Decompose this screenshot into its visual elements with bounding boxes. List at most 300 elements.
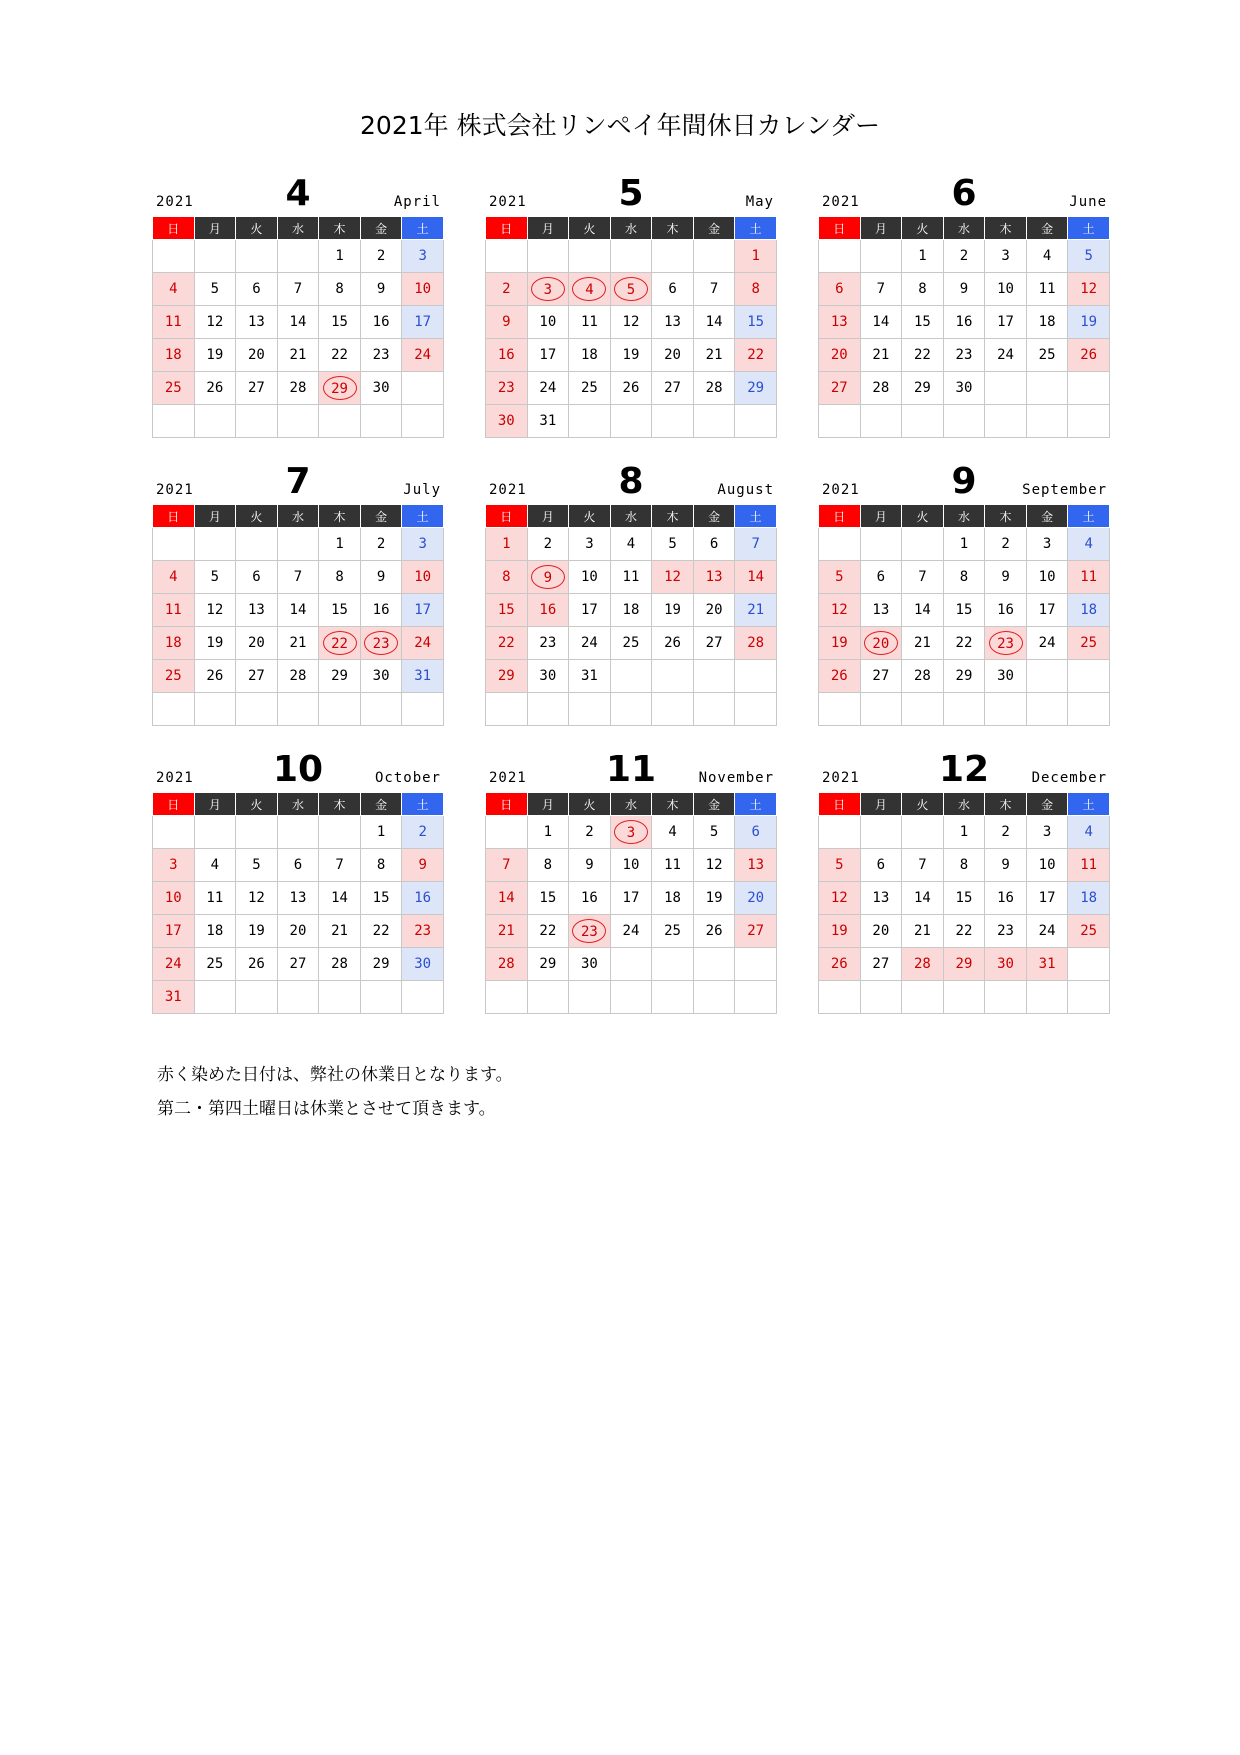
day-cell: 9 bbox=[985, 561, 1027, 594]
day-cell: 22 bbox=[486, 627, 528, 660]
day-cell: 10 bbox=[402, 273, 444, 306]
circled-day-marker: 23 bbox=[364, 631, 398, 655]
empty-cell bbox=[236, 405, 278, 438]
month-number: 4 bbox=[285, 173, 311, 214]
day-cell: 13 bbox=[652, 306, 694, 339]
weekday-header: 水 bbox=[943, 217, 985, 240]
day-cell bbox=[610, 273, 652, 306]
empty-cell bbox=[236, 981, 278, 1014]
empty-cell bbox=[943, 405, 985, 438]
day-cell: 2 bbox=[486, 273, 528, 306]
empty-cell bbox=[402, 372, 444, 405]
weekday-header: 土 bbox=[735, 505, 777, 528]
week-row bbox=[819, 948, 1110, 981]
empty-cell bbox=[569, 405, 611, 438]
day-cell: 23 bbox=[985, 915, 1027, 948]
day-cell: 24 bbox=[402, 627, 444, 660]
empty-cell bbox=[902, 405, 944, 438]
empty-cell bbox=[153, 528, 195, 561]
day-cell: 15 bbox=[943, 882, 985, 915]
day-cell: 31 bbox=[1026, 948, 1068, 981]
day-cell: 18 bbox=[1068, 882, 1110, 915]
month-year: 2021 bbox=[489, 194, 527, 210]
week-row bbox=[486, 372, 777, 405]
day-cell: 27 bbox=[236, 372, 278, 405]
month-year: 2021 bbox=[156, 194, 194, 210]
empty-cell bbox=[194, 240, 236, 273]
day-cell: 25 bbox=[153, 372, 195, 405]
empty-cell bbox=[277, 240, 319, 273]
week-row bbox=[486, 816, 777, 849]
page-title: 2021年 株式会社リンペイ年間休日カレンダー bbox=[360, 111, 880, 140]
empty-cell bbox=[360, 405, 402, 438]
day-cell: 19 bbox=[819, 915, 861, 948]
day-cell: 17 bbox=[527, 339, 569, 372]
day-cell: 13 bbox=[277, 882, 319, 915]
day-cell: 8 bbox=[486, 561, 528, 594]
day-cell: 10 bbox=[527, 306, 569, 339]
week-row bbox=[486, 594, 777, 627]
weekday-header: 木 bbox=[319, 505, 361, 528]
empty-cell bbox=[527, 981, 569, 1014]
week-row bbox=[819, 306, 1110, 339]
empty-cell bbox=[236, 816, 278, 849]
weekday-header: 火 bbox=[569, 793, 611, 816]
day-cell: 26 bbox=[819, 948, 861, 981]
day-cell: 26 bbox=[236, 948, 278, 981]
day-cell: 7 bbox=[735, 528, 777, 561]
day-cell: 8 bbox=[943, 849, 985, 882]
week-row bbox=[819, 339, 1110, 372]
day-cell: 8 bbox=[943, 561, 985, 594]
day-cell: 10 bbox=[569, 561, 611, 594]
day-cell: 2 bbox=[985, 816, 1027, 849]
day-cell: 6 bbox=[819, 273, 861, 306]
day-cell: 18 bbox=[1068, 594, 1110, 627]
week-row bbox=[819, 594, 1110, 627]
month-grid bbox=[485, 216, 777, 438]
day-cell: 20 bbox=[236, 339, 278, 372]
month-number: 9 bbox=[951, 461, 977, 502]
day-cell: 29 bbox=[902, 372, 944, 405]
month-year: 2021 bbox=[156, 770, 194, 786]
day-cell: 26 bbox=[1068, 339, 1110, 372]
week-row bbox=[153, 306, 444, 339]
day-cell bbox=[860, 627, 902, 660]
weekday-header: 日 bbox=[153, 505, 195, 528]
day-cell: 25 bbox=[1026, 339, 1068, 372]
day-cell: 29 bbox=[943, 948, 985, 981]
weekday-header: 木 bbox=[652, 793, 694, 816]
day-cell bbox=[360, 627, 402, 660]
empty-cell bbox=[360, 981, 402, 1014]
empty-cell bbox=[194, 981, 236, 1014]
week-row bbox=[819, 693, 1110, 726]
empty-cell bbox=[735, 981, 777, 1014]
weekday-header: 金 bbox=[693, 793, 735, 816]
day-cell: 21 bbox=[902, 627, 944, 660]
empty-cell bbox=[860, 816, 902, 849]
weekday-header-row bbox=[819, 217, 1110, 240]
empty-cell bbox=[236, 528, 278, 561]
day-cell: 21 bbox=[735, 594, 777, 627]
weekday-header: 水 bbox=[277, 793, 319, 816]
day-cell: 9 bbox=[402, 849, 444, 882]
day-cell: 26 bbox=[819, 660, 861, 693]
day-cell: 26 bbox=[610, 372, 652, 405]
day-cell: 6 bbox=[652, 273, 694, 306]
day-cell: 9 bbox=[943, 273, 985, 306]
weekday-header: 火 bbox=[902, 217, 944, 240]
empty-cell bbox=[319, 981, 361, 1014]
week-row bbox=[153, 273, 444, 306]
day-cell: 13 bbox=[236, 594, 278, 627]
day-cell: 8 bbox=[527, 849, 569, 882]
day-cell: 15 bbox=[527, 882, 569, 915]
week-row bbox=[153, 849, 444, 882]
day-cell: 25 bbox=[1068, 915, 1110, 948]
day-cell: 4 bbox=[1068, 528, 1110, 561]
day-cell: 17 bbox=[1026, 594, 1068, 627]
day-cell: 21 bbox=[319, 915, 361, 948]
month-name: June bbox=[1069, 194, 1107, 210]
month-header bbox=[818, 748, 1110, 792]
day-cell: 20 bbox=[652, 339, 694, 372]
week-row bbox=[153, 882, 444, 915]
week-row bbox=[486, 693, 777, 726]
month-year: 2021 bbox=[822, 194, 860, 210]
weekday-header: 月 bbox=[860, 217, 902, 240]
weekday-header: 月 bbox=[860, 793, 902, 816]
day-cell: 25 bbox=[153, 660, 195, 693]
weekday-header: 火 bbox=[236, 793, 278, 816]
day-cell: 15 bbox=[735, 306, 777, 339]
weekday-header: 月 bbox=[860, 505, 902, 528]
day-cell: 1 bbox=[943, 816, 985, 849]
day-cell: 28 bbox=[277, 660, 319, 693]
day-cell: 10 bbox=[985, 273, 1027, 306]
day-cell: 4 bbox=[652, 816, 694, 849]
day-cell: 26 bbox=[194, 660, 236, 693]
day-cell: 29 bbox=[527, 948, 569, 981]
empty-cell bbox=[693, 660, 735, 693]
day-cell: 22 bbox=[943, 627, 985, 660]
weekday-header: 木 bbox=[985, 793, 1027, 816]
day-cell: 14 bbox=[902, 594, 944, 627]
day-cell: 9 bbox=[360, 273, 402, 306]
day-cell: 21 bbox=[693, 339, 735, 372]
day-cell: 1 bbox=[527, 816, 569, 849]
day-cell: 15 bbox=[360, 882, 402, 915]
day-cell: 11 bbox=[1026, 273, 1068, 306]
day-cell: 20 bbox=[693, 594, 735, 627]
day-cell: 18 bbox=[153, 627, 195, 660]
weekday-header-row bbox=[153, 217, 444, 240]
weekday-header: 金 bbox=[360, 505, 402, 528]
empty-cell bbox=[236, 693, 278, 726]
day-cell: 3 bbox=[1026, 816, 1068, 849]
week-row bbox=[153, 981, 444, 1014]
weekday-header: 日 bbox=[153, 217, 195, 240]
weekday-header: 土 bbox=[402, 217, 444, 240]
weekday-header-row bbox=[153, 793, 444, 816]
weekday-header: 月 bbox=[194, 505, 236, 528]
day-cell: 8 bbox=[319, 561, 361, 594]
day-cell bbox=[319, 372, 361, 405]
day-cell: 10 bbox=[1026, 849, 1068, 882]
day-cell: 20 bbox=[819, 339, 861, 372]
month-name: July bbox=[403, 482, 441, 498]
month-number: 7 bbox=[285, 461, 311, 502]
day-cell: 9 bbox=[360, 561, 402, 594]
day-cell: 16 bbox=[527, 594, 569, 627]
month-name: October bbox=[374, 770, 441, 786]
day-cell: 12 bbox=[1068, 273, 1110, 306]
day-cell: 24 bbox=[1026, 915, 1068, 948]
day-cell: 11 bbox=[194, 882, 236, 915]
circled-day-marker: 5 bbox=[614, 277, 648, 301]
weekday-header: 火 bbox=[569, 217, 611, 240]
day-cell: 5 bbox=[236, 849, 278, 882]
empty-cell bbox=[902, 816, 944, 849]
day-cell: 13 bbox=[860, 594, 902, 627]
week-row bbox=[486, 627, 777, 660]
empty-cell bbox=[693, 240, 735, 273]
weekday-header: 水 bbox=[943, 505, 985, 528]
weekday-header-row bbox=[486, 793, 777, 816]
weekday-header: 木 bbox=[652, 217, 694, 240]
empty-cell bbox=[277, 816, 319, 849]
empty-cell bbox=[860, 981, 902, 1014]
week-row bbox=[819, 915, 1110, 948]
empty-cell bbox=[402, 693, 444, 726]
month-grid bbox=[152, 504, 444, 726]
day-cell: 22 bbox=[360, 915, 402, 948]
day-cell: 27 bbox=[860, 660, 902, 693]
day-cell: 19 bbox=[610, 339, 652, 372]
weekday-header-row bbox=[486, 217, 777, 240]
empty-cell bbox=[860, 528, 902, 561]
day-cell: 22 bbox=[735, 339, 777, 372]
day-cell: 4 bbox=[1026, 240, 1068, 273]
day-cell: 24 bbox=[402, 339, 444, 372]
week-row bbox=[486, 339, 777, 372]
day-cell: 15 bbox=[319, 306, 361, 339]
day-cell bbox=[569, 915, 611, 948]
empty-cell bbox=[985, 693, 1027, 726]
month-name: August bbox=[717, 482, 774, 498]
weekday-header: 日 bbox=[819, 217, 861, 240]
weekday-header: 日 bbox=[153, 793, 195, 816]
week-row bbox=[153, 240, 444, 273]
day-cell: 16 bbox=[985, 882, 1027, 915]
day-cell: 1 bbox=[735, 240, 777, 273]
day-cell: 21 bbox=[902, 915, 944, 948]
day-cell: 21 bbox=[277, 627, 319, 660]
empty-cell bbox=[319, 693, 361, 726]
empty-cell bbox=[610, 240, 652, 273]
day-cell: 24 bbox=[610, 915, 652, 948]
day-cell: 12 bbox=[652, 561, 694, 594]
day-cell: 19 bbox=[194, 339, 236, 372]
week-row bbox=[819, 528, 1110, 561]
month-calendar-7 bbox=[152, 460, 444, 726]
month-name: November bbox=[698, 770, 774, 786]
month-number: 6 bbox=[951, 173, 977, 214]
day-cell: 14 bbox=[486, 882, 528, 915]
weekday-header-row bbox=[486, 505, 777, 528]
day-cell: 13 bbox=[860, 882, 902, 915]
day-cell: 12 bbox=[236, 882, 278, 915]
day-cell: 25 bbox=[1068, 627, 1110, 660]
day-cell: 25 bbox=[652, 915, 694, 948]
week-row bbox=[153, 594, 444, 627]
empty-cell bbox=[652, 948, 694, 981]
day-cell: 11 bbox=[610, 561, 652, 594]
circled-day-marker: 3 bbox=[531, 277, 565, 301]
month-grid bbox=[818, 504, 1110, 726]
week-row bbox=[819, 273, 1110, 306]
day-cell: 3 bbox=[402, 528, 444, 561]
empty-cell bbox=[360, 693, 402, 726]
day-cell: 18 bbox=[569, 339, 611, 372]
day-cell: 30 bbox=[402, 948, 444, 981]
weekday-header: 水 bbox=[277, 217, 319, 240]
weekday-header: 日 bbox=[486, 217, 528, 240]
weekday-header: 水 bbox=[610, 505, 652, 528]
day-cell: 27 bbox=[735, 915, 777, 948]
weekday-header: 火 bbox=[902, 505, 944, 528]
month-calendar-10 bbox=[152, 748, 444, 1014]
day-cell: 14 bbox=[902, 882, 944, 915]
weekday-header: 水 bbox=[610, 217, 652, 240]
weekday-header: 火 bbox=[236, 505, 278, 528]
day-cell: 14 bbox=[319, 882, 361, 915]
day-cell: 6 bbox=[860, 561, 902, 594]
day-cell: 7 bbox=[277, 273, 319, 306]
day-cell: 11 bbox=[652, 849, 694, 882]
day-cell: 30 bbox=[985, 660, 1027, 693]
month-calendar-5 bbox=[485, 172, 777, 438]
month-name: December bbox=[1031, 770, 1107, 786]
empty-cell bbox=[153, 693, 195, 726]
day-cell: 4 bbox=[1068, 816, 1110, 849]
day-cell: 22 bbox=[943, 915, 985, 948]
day-cell: 4 bbox=[153, 273, 195, 306]
day-cell: 6 bbox=[236, 561, 278, 594]
month-grid bbox=[485, 792, 777, 1014]
day-cell: 11 bbox=[1068, 849, 1110, 882]
day-cell: 9 bbox=[985, 849, 1027, 882]
weekday-header: 木 bbox=[985, 217, 1027, 240]
day-cell: 1 bbox=[360, 816, 402, 849]
empty-cell bbox=[819, 816, 861, 849]
empty-cell bbox=[486, 816, 528, 849]
day-cell: 12 bbox=[194, 594, 236, 627]
week-row bbox=[819, 405, 1110, 438]
weekday-header: 金 bbox=[693, 505, 735, 528]
day-cell: 11 bbox=[153, 594, 195, 627]
day-cell: 5 bbox=[819, 561, 861, 594]
day-cell: 16 bbox=[360, 594, 402, 627]
day-cell: 10 bbox=[1026, 561, 1068, 594]
month-header bbox=[152, 748, 444, 792]
month-year: 2021 bbox=[489, 482, 527, 498]
month-header bbox=[485, 748, 777, 792]
week-row bbox=[819, 372, 1110, 405]
day-cell: 24 bbox=[1026, 627, 1068, 660]
day-cell: 17 bbox=[402, 594, 444, 627]
day-cell: 15 bbox=[486, 594, 528, 627]
day-cell: 19 bbox=[693, 882, 735, 915]
empty-cell bbox=[985, 405, 1027, 438]
day-cell: 23 bbox=[943, 339, 985, 372]
day-cell: 17 bbox=[1026, 882, 1068, 915]
weekday-header: 火 bbox=[902, 793, 944, 816]
day-cell: 31 bbox=[569, 660, 611, 693]
day-cell: 31 bbox=[527, 405, 569, 438]
week-row bbox=[486, 882, 777, 915]
week-row bbox=[486, 849, 777, 882]
empty-cell bbox=[735, 948, 777, 981]
weekday-header: 土 bbox=[402, 793, 444, 816]
day-cell: 15 bbox=[902, 306, 944, 339]
circled-day-marker: 23 bbox=[989, 631, 1023, 655]
notes bbox=[157, 1058, 513, 1126]
day-cell: 17 bbox=[610, 882, 652, 915]
day-cell: 19 bbox=[652, 594, 694, 627]
month-year: 2021 bbox=[156, 482, 194, 498]
week-row bbox=[486, 240, 777, 273]
week-row bbox=[153, 561, 444, 594]
empty-cell bbox=[486, 240, 528, 273]
empty-cell bbox=[860, 240, 902, 273]
day-cell: 20 bbox=[277, 915, 319, 948]
weekday-header: 金 bbox=[693, 217, 735, 240]
day-cell: 14 bbox=[735, 561, 777, 594]
day-cell: 23 bbox=[402, 915, 444, 948]
day-cell: 18 bbox=[610, 594, 652, 627]
weekday-header: 日 bbox=[486, 505, 528, 528]
day-cell bbox=[569, 273, 611, 306]
empty-cell bbox=[860, 405, 902, 438]
empty-cell bbox=[652, 660, 694, 693]
month-year: 2021 bbox=[822, 482, 860, 498]
empty-cell bbox=[735, 405, 777, 438]
day-cell: 25 bbox=[194, 948, 236, 981]
day-cell: 19 bbox=[819, 627, 861, 660]
week-row bbox=[153, 660, 444, 693]
day-cell bbox=[527, 561, 569, 594]
day-cell: 17 bbox=[153, 915, 195, 948]
empty-cell bbox=[527, 693, 569, 726]
empty-cell bbox=[735, 660, 777, 693]
day-cell: 20 bbox=[860, 915, 902, 948]
day-cell: 7 bbox=[319, 849, 361, 882]
day-cell: 27 bbox=[652, 372, 694, 405]
empty-cell bbox=[569, 693, 611, 726]
day-cell: 16 bbox=[569, 882, 611, 915]
weekday-header: 金 bbox=[360, 217, 402, 240]
empty-cell bbox=[1026, 981, 1068, 1014]
day-cell: 6 bbox=[860, 849, 902, 882]
day-cell: 18 bbox=[1026, 306, 1068, 339]
empty-cell bbox=[402, 405, 444, 438]
day-cell: 28 bbox=[693, 372, 735, 405]
day-cell: 16 bbox=[486, 339, 528, 372]
weekday-header: 金 bbox=[1026, 505, 1068, 528]
week-row bbox=[153, 372, 444, 405]
